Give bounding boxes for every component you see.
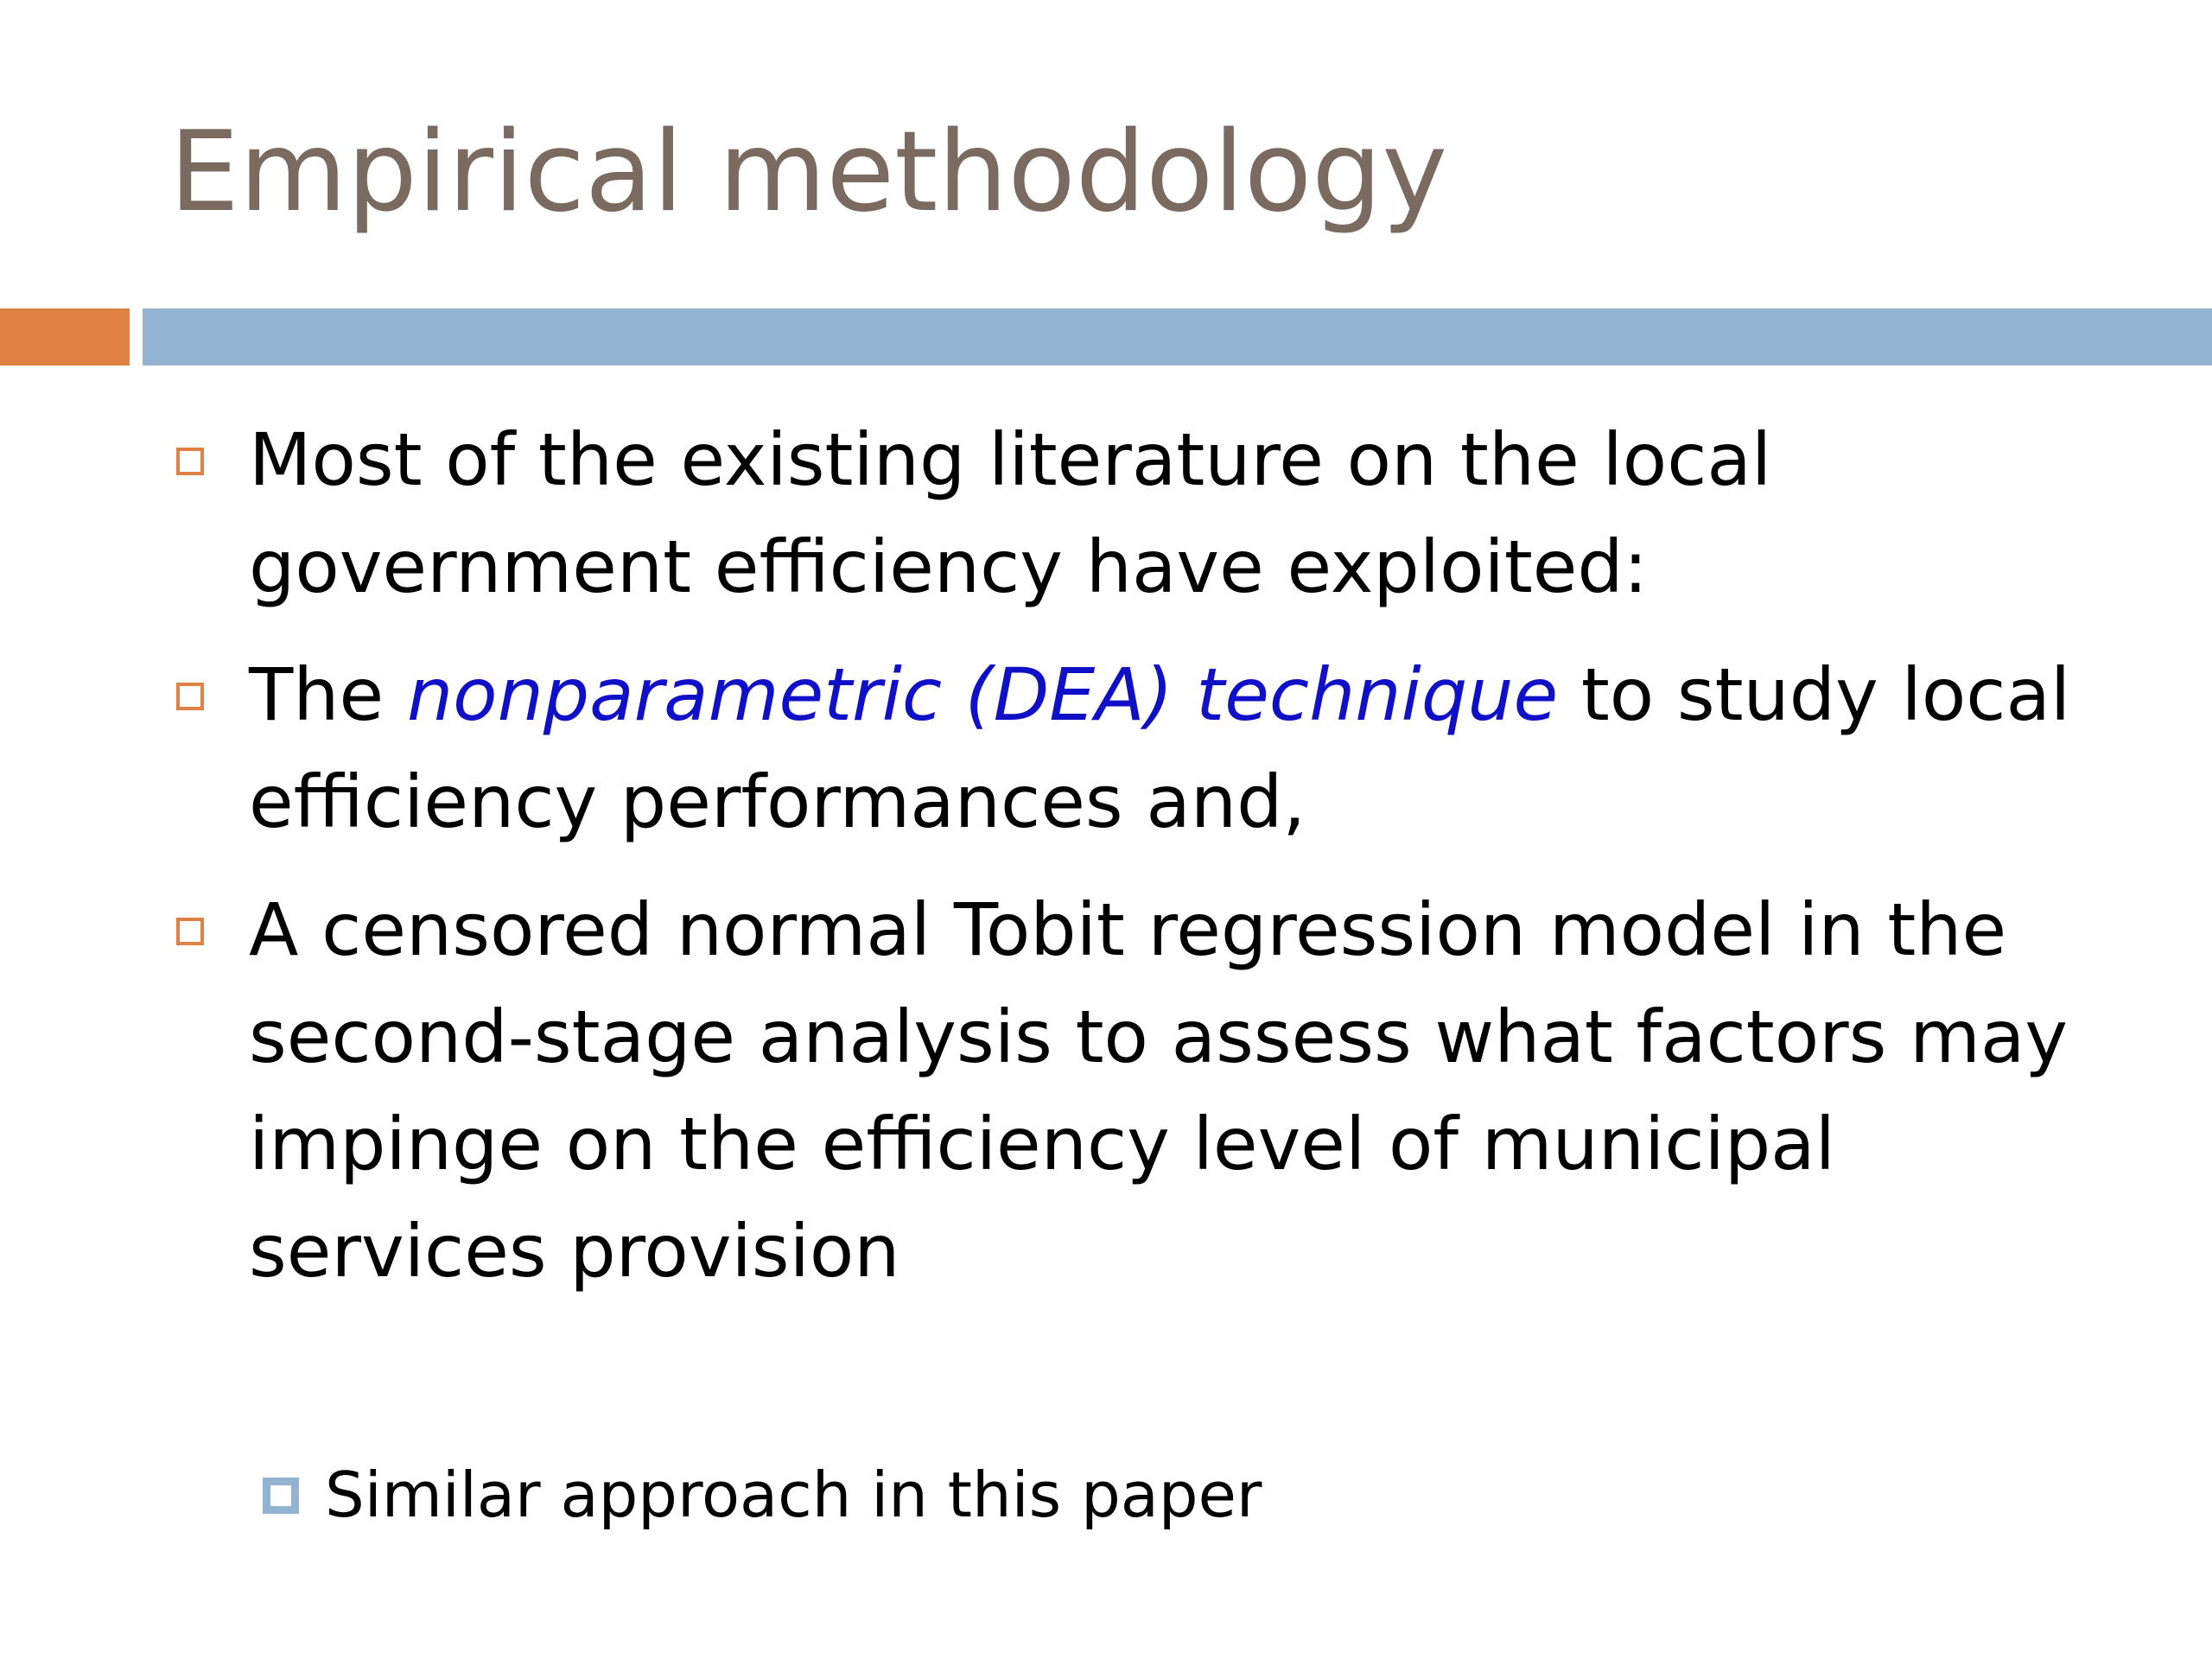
title-divider-blue: [143, 308, 2212, 365]
title-divider-orange: [0, 308, 130, 365]
bullet-text: [249, 652, 2070, 844]
bullet-text-after: to study local efficiency performances and,: [249, 652, 2071, 844]
slide-title: Empirical methodology: [169, 108, 1448, 237]
bullet-text: Most of the existing literature on the local government efficiency have exploited:: [249, 417, 1772, 609]
square-bullet-icon: [176, 918, 204, 945]
filled-square-bullet-icon: [263, 1478, 299, 1514]
bullet-item: [173, 876, 2126, 1305]
sub-bullet-text: Similar approach in this paper: [325, 1459, 1262, 1531]
bullet-text-before: The: [249, 652, 407, 737]
square-bullet-icon: [176, 683, 204, 710]
bullet-item: [173, 406, 2126, 620]
bullet-text: A censored normal Tobit regression model in the second-stage analysis to assess what factors may impinge on the efficiency level of municipal services provision: [249, 887, 2069, 1294]
sub-bullet-item: [263, 1452, 1262, 1538]
bullet-list: [173, 406, 2126, 1325]
bullet-text-emphasis: nonparametric (DEA) technique: [406, 652, 1559, 737]
bullet-item: [173, 641, 2126, 855]
square-bullet-icon: [176, 448, 204, 475]
